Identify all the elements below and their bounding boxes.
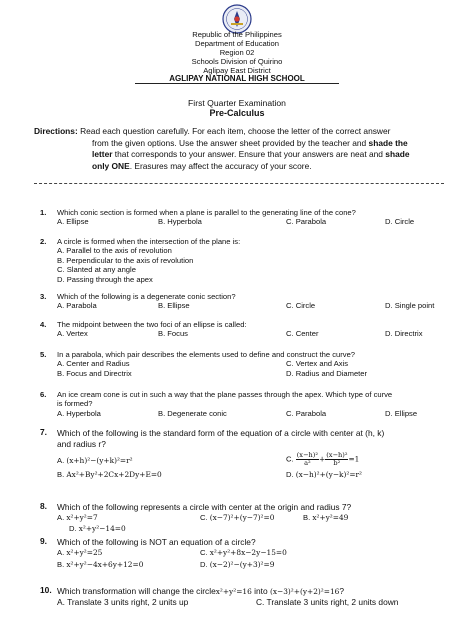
question-7 [40, 428, 450, 481]
directions-label: Directions: [34, 126, 78, 136]
header-republic: Republic of the Philippines [192, 30, 282, 39]
option-a[interactable]: A. Center and Radius [57, 359, 130, 369]
option-b-equation: Ax²+By²+2Cx+2Dy+E=0 [66, 470, 162, 480]
option-d-equation: (x−h)²+(y−k)²=r² [295, 470, 363, 480]
question-number: 4. [40, 320, 47, 329]
option-c-equals: =1 [348, 454, 360, 464]
option-b[interactable] [303, 513, 348, 522]
question-stem: Which conic section is formed when a plane is parallel to the generating line of the cone? [57, 208, 356, 217]
option-b-label: B. [303, 512, 311, 522]
question-stem: Which of the following is NOT an equation of a circle? [57, 537, 256, 547]
option-a[interactable] [57, 548, 102, 557]
question-stem: The midpoint between the two foci of an ellipse is called: [57, 320, 247, 329]
option-c-numerator-1: (x−h)² [296, 451, 318, 460]
option-c-denominator-1: a² [304, 459, 311, 468]
option-d-label: D. [200, 559, 208, 569]
option-a[interactable]: A. Hyperbola [57, 408, 101, 418]
directions-bold-1: shade the [368, 137, 408, 148]
option-a[interactable]: A. Vertex [57, 329, 88, 339]
directions-bold-2: letter [92, 149, 113, 160]
option-d-equation: x²+y²−14=0 [78, 523, 126, 533]
option-c-numerator-2: (x−h)² [326, 451, 348, 460]
option-d-equation: (x−2)²−(y+3)²=9 [209, 559, 275, 569]
option-b[interactable]: B. Hyperbola [158, 217, 202, 227]
option-c-plus: + [319, 454, 326, 464]
option-d[interactable] [200, 560, 274, 569]
option-d[interactable] [286, 470, 362, 479]
option-a-label: A. [57, 456, 65, 466]
exam-subject: Pre-Calculus [209, 108, 265, 118]
question-number: 1. [40, 208, 47, 217]
option-d-label: D. [69, 523, 77, 533]
question-stem [40, 586, 450, 598]
question-equation-1: x²+y²=16 [215, 587, 252, 596]
question-stem: Which of the following is a degenerate conic section? [57, 292, 236, 301]
directions-bold-4: only ONE [92, 160, 130, 171]
option-c-label: C. [200, 512, 208, 522]
option-d-label: D. [286, 470, 294, 480]
option-d[interactable]: D. Passing through the apex [57, 274, 153, 284]
option-d[interactable]: D. Directrix [385, 329, 423, 339]
question-4 [40, 320, 450, 339]
option-c-equation: (x−7)²+(y−7)²=0 [209, 512, 275, 522]
option-c[interactable]: C. Center [286, 329, 319, 339]
question-number: 3. [40, 292, 47, 301]
option-d[interactable]: D. Circle [385, 217, 415, 227]
question-2 [40, 237, 450, 284]
question-stem: Which of the following represents a circle with center at the origin and radius 7? [57, 502, 352, 512]
option-d[interactable] [69, 524, 126, 533]
exam-title: First Quarter Examination [188, 98, 286, 108]
option-a-equation: (x+h)²−(y+k)²=r² [66, 456, 133, 466]
option-a[interactable]: A. Parabola [57, 301, 97, 311]
option-c[interactable]: C. Parabola [286, 217, 327, 227]
option-b-label: B. [57, 559, 65, 569]
option-a-equation: x²+y²=7 [66, 512, 98, 522]
option-d[interactable]: D. Ellipse [385, 408, 418, 418]
option-b[interactable]: B. Focus [158, 329, 188, 339]
question-stem-part-3: ? [339, 586, 345, 596]
option-b[interactable]: B. Perpendicular to the axis of revolution [57, 255, 194, 265]
header-region: Region 02 [219, 48, 255, 57]
option-c[interactable]: C. Parabola [286, 408, 327, 418]
header-school: AGLIPAY NATIONAL HIGH SCHOOL [169, 74, 305, 83]
question-6 [40, 390, 450, 418]
option-c-label: C. [200, 547, 208, 557]
question-8 [40, 502, 450, 535]
question-number: 8. [40, 501, 47, 511]
option-c-denominator-2: b² [333, 459, 341, 468]
question-number: 7. [40, 427, 47, 437]
option-c-equation: x²+y²+8x−2y−15=0 [209, 547, 287, 557]
option-c[interactable]: C. Slanted at any angle [57, 265, 136, 275]
question-9 [40, 537, 450, 572]
option-c[interactable]: C. Translate 3 units right, 2 units down [256, 596, 399, 607]
header-district: Aglipay East District [203, 66, 271, 75]
option-c[interactable]: C. Circle [286, 301, 316, 311]
directions-bold-3: shade [385, 149, 410, 160]
header-division: Schools Division of Quirino [191, 57, 283, 66]
option-b[interactable]: B. Focus and Directrix [57, 368, 132, 378]
header-divider [135, 83, 339, 84]
question-stem-line-1: Which of the following is the standard form of the equation of a circle with center at (h, k) [57, 428, 385, 438]
option-c[interactable]: C. Vertex and Axis [286, 359, 349, 369]
option-a-equation: x²+y²=25 [66, 547, 103, 557]
directions-text-2: from the given options. Use the answer sheet provided by the teacher and [92, 137, 369, 148]
option-c[interactable] [200, 513, 274, 522]
question-stem: In a parabola, which pair describes the elements used to define and construct the curve? [57, 350, 356, 359]
option-b-label: B. [57, 470, 65, 480]
question-stem-line-2: and radius r? [57, 438, 106, 449]
question-10 [40, 586, 450, 609]
option-a[interactable]: A. Parallel to the axis of revolution [57, 246, 172, 256]
option-c[interactable] [286, 452, 359, 467]
option-b[interactable] [57, 560, 143, 569]
option-a[interactable] [57, 456, 133, 465]
option-c-label: C. [286, 454, 294, 464]
question-stem-line-2: is formed? [57, 399, 93, 409]
question-number: 6. [40, 390, 47, 399]
option-a-label: A. [57, 547, 65, 557]
option-a[interactable] [57, 513, 98, 522]
question-number: 9. [40, 536, 47, 546]
option-b[interactable]: B. Degenerate conic [158, 408, 227, 418]
option-d[interactable]: D. Single point [385, 301, 435, 311]
question-number: 10. [40, 585, 52, 595]
header-deped: Department of Education [194, 39, 279, 48]
question-stem-part-1: Which transformation will change the circle [57, 586, 216, 596]
question-stem: A circle is formed when the intersection of the plane is: [57, 237, 241, 246]
directions-text-1: Read each question carefully. For each item, choose the letter of the correct answer [77, 126, 391, 136]
question-stem-part-2: into [254, 586, 268, 596]
question-number: 5. [40, 350, 47, 359]
question-stem-line-1: An ice cream cone is cut in such a way that the plane passes through the apex. Which type of curve [57, 390, 393, 399]
dashed-separator [34, 183, 444, 184]
directions-text-4: . Erasures may affect the accuracy of your score. [129, 160, 312, 171]
directions-text-3: that corresponds to your answer. Ensure that your answers are neat and [112, 149, 386, 160]
question-number: 2. [40, 237, 47, 246]
option-c[interactable] [200, 548, 287, 557]
question-3 [40, 292, 450, 311]
question-equation-2: (x−3)²+(y+2)²=16 [269, 587, 340, 596]
question-1 [40, 208, 450, 227]
option-a[interactable]: A. Ellipse [57, 217, 89, 227]
directions-block [34, 126, 444, 172]
question-5 [40, 350, 450, 378]
option-d[interactable]: D. Radius and Diameter [286, 368, 368, 378]
option-a-label: A. [57, 512, 65, 522]
option-b-equation: x²+y²−4x+6y+12=0 [66, 559, 144, 569]
option-b[interactable]: B. Ellipse [158, 301, 190, 311]
option-a[interactable]: A. Translate 3 units right, 2 units up [57, 596, 189, 607]
option-b[interactable] [57, 470, 162, 479]
option-b-equation: x²+y²=49 [312, 512, 349, 522]
